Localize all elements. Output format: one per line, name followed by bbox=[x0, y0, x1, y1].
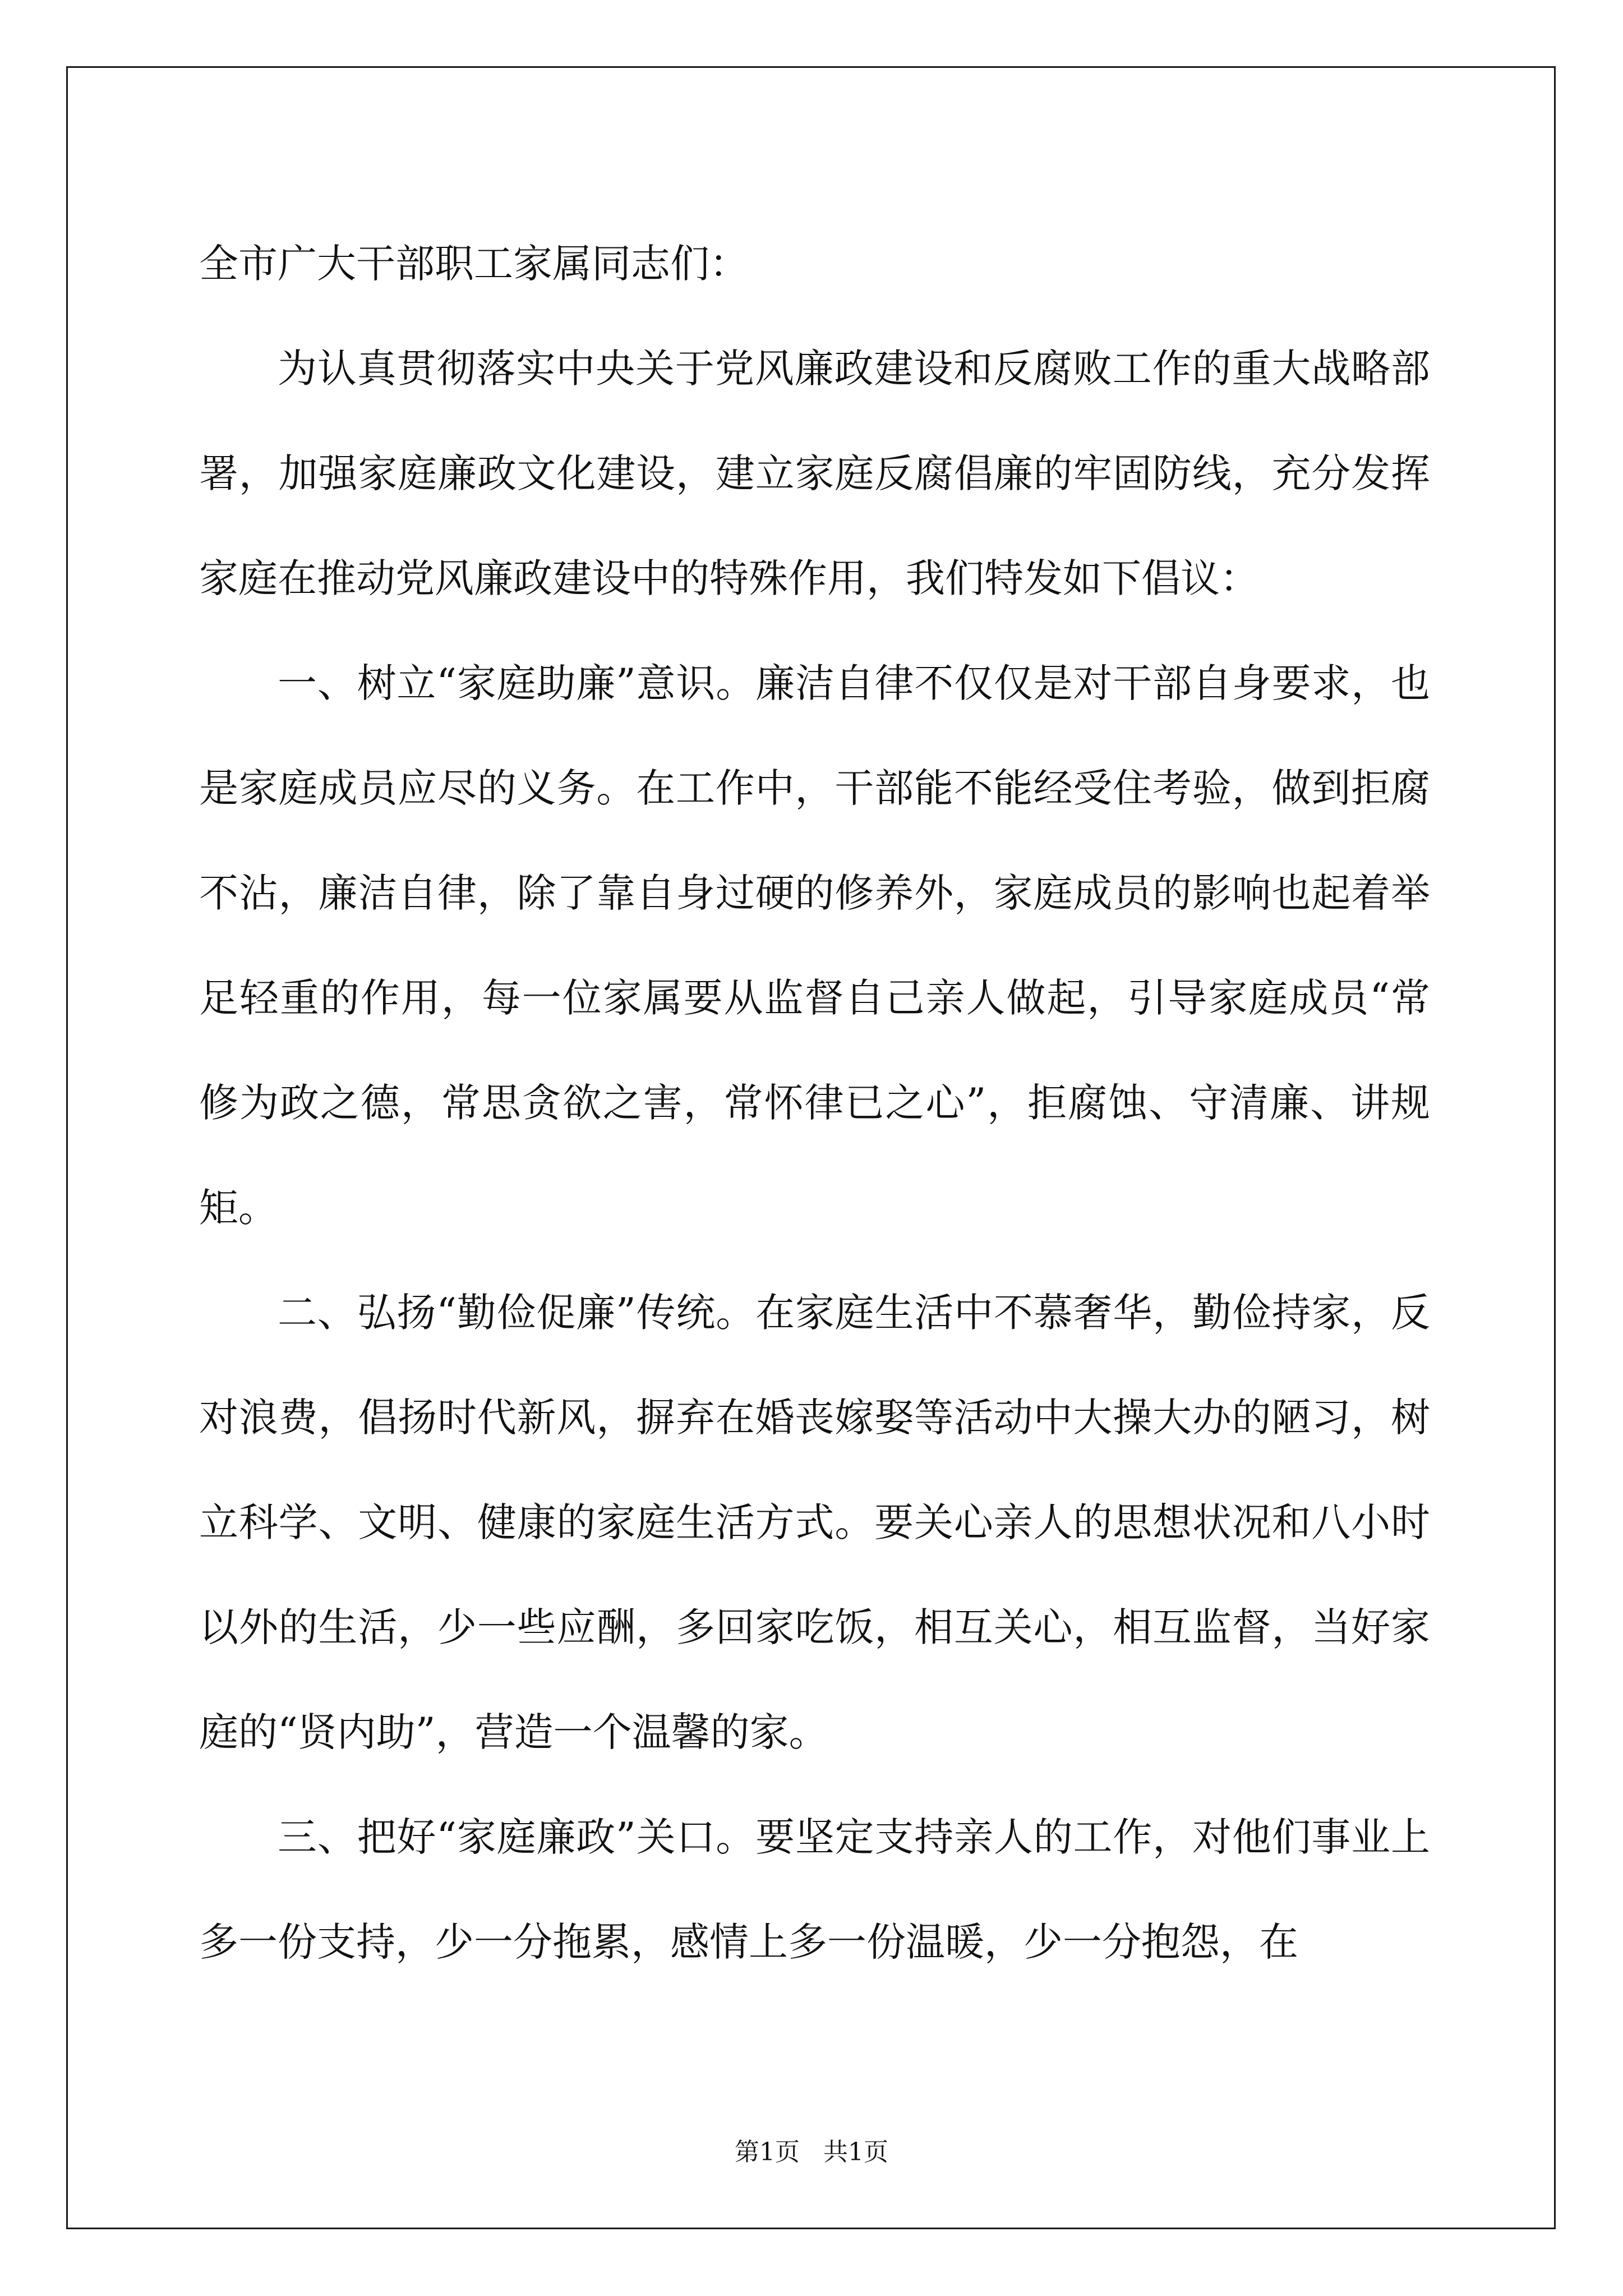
page-number-footer: 第1页 共1页 bbox=[735, 2138, 888, 2166]
paragraph-point-one: 一、树立“家庭助廉”意识。廉洁自律不仅仅是对干部自身要求，也是家庭成员应尽的义务。在工作中，干部能不能经受住考验，做到拒腐不沾，廉洁自律，除了靠自身过硬的修养外，家庭成员的影响也起着举足轻重的作用，每一位家属要从监督自己亲人做起，引导家庭成员“常修为政之德，常思贪欲之害，常怀律已之心”，拒腐蚀、守清廉、讲规矩。 bbox=[199, 660, 1430, 1231]
document-body bbox=[199, 211, 1430, 1995]
salutation: 全市广大干部职工家属同志们： bbox=[199, 241, 749, 287]
paragraph-point-three: 三、把好“家庭廉政”关口。要坚定支持亲人的工作，对他们事业上多一份支持，少一分拖累，感情上多一份温暖，少一分抱怨，在 bbox=[199, 1814, 1430, 1965]
paragraph-intro: 为认真贯彻落实中央关于党风廉政建设和反腐败工作的重大战略部署，加强家庭廉政文化建设，建立家庭反腐倡廉的牢固防线，充分发挥家庭在推动党风廉政建设中的特殊作用，我们特发如下倡议： bbox=[199, 346, 1430, 601]
paragraph-point-two: 二、弘扬“勤俭促廉”传统。在家庭生活中不慕奢华，勤俭持家，反对浪费，倡扬时代新风，摒弃在婚丧嫁娶等活动中大操大办的陋习，树立科学、文明、健康的家庭生活方式。要关心亲人的思想状况和八小时以外的生活，少一些应酬，多回家吃饭，相互关心，相互监督，当好家庭的“贤内助”，营造一个温馨的家。 bbox=[199, 1290, 1430, 1755]
